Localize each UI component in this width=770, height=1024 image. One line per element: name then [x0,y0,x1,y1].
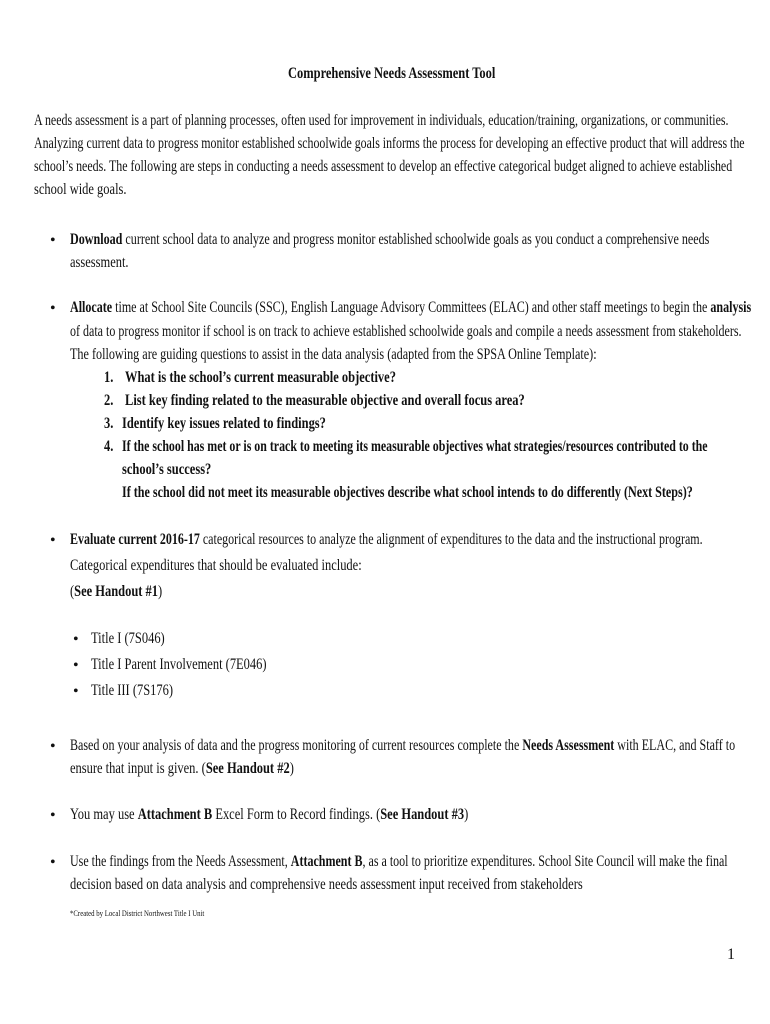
list-item: Title I Parent Involvement (7E046) [91,656,267,673]
list-item: Title I (7S046) [91,630,165,647]
question-number: 3. [104,415,114,432]
question-text: school’s success? [122,461,212,478]
question-text: If the school did not meet its measurable objectives describe what school intends to do differently (Next Steps)? [122,484,693,501]
bullet-icon: • [50,854,56,871]
evaluate-handout: (See Handout #1) [70,583,163,600]
based-line-1: Based on your analysis of data and the progress monitoring of current resources complete the Needs Assessment with ELAC, and Staff to [70,737,736,754]
use-findings-line-2: decision based on data analysis and comprehensive needs assessment input received from stakeholders [70,876,583,893]
bullet-icon: • [73,657,79,674]
question-text: What is the school’s current measurable objective? [125,369,396,386]
allocate-line-1: Allocate time at School Site Councils (SSC), English Language Advisory Committees (ELAC) and other staff meetings to begin the analysis [70,299,752,316]
intro-line-3: school’s needs. The following are steps in conducting a needs assessment to develop an effective categorical budget aligned to achieve established [34,158,733,175]
may-use-line: You may use Attachment B Excel Form to Record findings. (See Handout #3) [70,806,469,823]
bullet-icon: • [73,683,79,700]
list-item: Title III (7S176) [91,682,174,699]
bullet-icon: • [50,300,56,317]
page-number: 1 [727,946,735,963]
question-text: Identify key issues related to findings? [122,415,326,432]
download-line-2: assessment. [70,254,129,271]
bullet-icon: • [50,738,56,755]
footnote: *Created by Local District Northwest Title I Unit [70,908,205,918]
question-number: 2. [104,392,114,409]
bullet-icon: • [50,232,56,249]
evaluate-line-2: Categorical expenditures that should be evaluated include: [70,557,362,574]
question-number: 1. [104,369,114,386]
page-title: Comprehensive Needs Assessment Tool [288,65,496,82]
question-text: If the school has met or is on track to meeting its measurable objectives what strategies/resources contributed to the [122,438,708,455]
bullet-icon: • [73,631,79,648]
use-findings-line-1: Use the findings from the Needs Assessment, Attachment B, as a tool to prioritize expenditures. School Site Council will make the final [70,853,728,870]
based-line-2: ensure that input is given. (See Handout #2) [70,760,294,777]
download-line-1: Download current school data to analyze and progress monitor established schoolwide goals as you conduct a comprehensive needs [70,231,710,248]
intro-line-4: school wide goals. [34,181,127,198]
allocate-line-2: of data to progress monitor if school is on track to achieve established schoolwide goals and compile a needs assessment from stakeholders. [70,323,742,340]
bullet-icon: • [50,532,56,549]
bullet-icon: • [50,807,56,824]
intro-line-1: A needs assessment is a part of planning processes, often used for improvement in individuals, education/training, organizations, or communities. [34,112,729,129]
intro-line-2: Analyzing current data to progress monitor established schoolwide goals informs the process for developing an effective product that will address the [34,135,745,152]
question-text: List key finding related to the measurable objective and overall focus area? [125,392,525,409]
question-number: 4. [104,438,114,455]
allocate-line-3: The following are guiding questions to assist in the data analysis (adapted from the SPSA Online Template): [70,346,597,363]
evaluate-line-1: Evaluate current 2016-17 categorical resources to analyze the alignment of expenditures to the data and the instructional program. [70,531,703,548]
